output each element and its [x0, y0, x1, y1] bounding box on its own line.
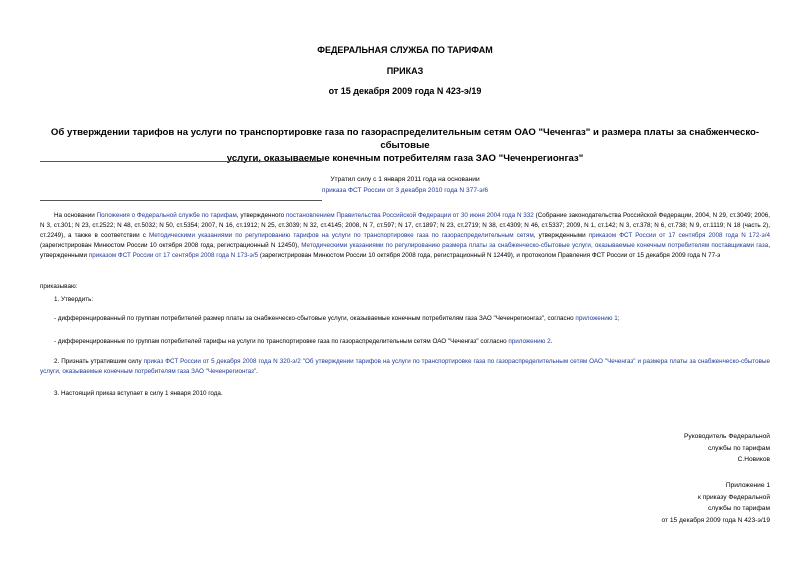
link-order-173[interactable]: приказом ФСТ России от 17 сентября 2008 года N 173-э/5 — [88, 252, 259, 259]
item-1b — [40, 337, 770, 347]
link-order-320[interactable]: приказ ФСТ России от 5 декабря 2008 года N 320-э/2 "Об утверждении тарифов на услуги по транспортировке газа по газораспределительным сетям ОАО "Чеченгаз" и размера платы за снабженческо-сбытовые услуги, оказываемые конечным потребителям газа ЗАО "Чеченрегионгаз" — [40, 358, 770, 375]
item-1a — [40, 314, 770, 324]
link-order-172[interactable]: приказом ФСТ России от 17 сентября 2008 года N 172-э/4 — [588, 232, 770, 239]
prikazyvayu: приказываю: — [40, 283, 78, 290]
appendix-line-3: службы по тарифам — [707, 505, 770, 512]
link-methodical-transport[interactable]: Методическими указаниями по регулированию тарифов на услуги по транспортировке газа по газораспределительным сетям — [148, 232, 534, 239]
preamble-text-4: , утвержденными — [533, 232, 589, 239]
preamble-text-2: , утвержденного — [236, 212, 286, 219]
preamble-text-3: (Собрание законодательства Российской Федерации, 2004, N 29, ст.3049; 2006, N 3, ст.301; N 23, ст.2522; N 48, ст.5032; N 50, ст.5354; 2007, N 16, ст.1912; N 25, ст.3039; N 32, ст.4145; 2008, N 7, ст.597; N 17, ст.1897; N 23, ст.2719; N 38, ст.4309; N 46, ст.5337; 2009, N 1, ст.142; N 3, ст.378; N 6, ст.738; N 9, ст.1119; N 18 (часть 2), ст.2249), а также в соответствии с — [40, 212, 770, 239]
link-appendix-1[interactable]: приложению 1 — [575, 315, 618, 322]
item-1a-end: ; — [617, 315, 620, 322]
link-government-resolution[interactable]: постановлением Правительства Российской Федерации от 30 июня 2004 года N 332 — [285, 212, 534, 219]
item-1b-end: . — [550, 338, 553, 345]
link-appendix-2[interactable]: приложению 2 — [508, 338, 551, 345]
signature-line-2: службы по тарифам — [707, 444, 770, 452]
link-methodical-supply[interactable]: Методическими указаниями по регулированию размера платы за снабженческо-сбытовые услуги, оказываемые конечным потребителям поставщиками газа — [301, 242, 769, 249]
doc-heading-line2: услуги, оказываемые конечным потребителям газа ЗАО "Чеченрегионгаз" — [226, 153, 584, 164]
preamble-text-6: , утвержденными — [40, 242, 770, 259]
item-1: 1. Утвердить: — [54, 296, 94, 303]
appendix-line-1: Приложение 1 — [725, 482, 770, 489]
appendix-line-4: от 15 декабря 2009 года N 423-э/19 — [661, 516, 770, 524]
link-regulation-fst[interactable]: Положения о Федеральной службе по тарифам — [96, 212, 237, 219]
status-note-text: Утратил силу с 1 января 2011 года на основании — [330, 176, 480, 183]
item-2-end: . — [256, 368, 258, 375]
item-1b-text: - дифференцированные по группам потребителей тарифы на услуги по транспортировке газа по газораспределительным сетям ОАО "Чеченгаз" согласно — [54, 338, 509, 345]
preamble-text-5: (зарегистрирован Минюстом России 10 октября 2008 года, регистрационный N 12450), — [40, 242, 302, 249]
signature-name: С.Новиков — [737, 456, 770, 463]
item-1a-text: - дифференцированный по группам потребителей размер платы за снабженческо-сбытовые услуги, оказываемые конечным потребителям газа ЗАО "Чеченрегионгаз", согласно — [54, 315, 576, 322]
signature-block — [684, 431, 770, 466]
appendix-block — [662, 480, 770, 526]
preamble-text-7: (зарегистрирован Минюстом России 10 октября 2008 года, регистрационный N 12449), и протоколом Правления ФСТ России от 15 декабря 2009 года N 77-э — [258, 252, 721, 259]
item-2-text: 2. Признать утратившим силу — [54, 358, 144, 365]
doc-date-number: от 15 декабря 2009 года N 423-э/19 — [328, 86, 482, 96]
doc-heading — [40, 126, 770, 165]
item-2 — [40, 357, 770, 377]
status-note-link[interactable]: приказа ФСТ России от 3 декабря 2010 года N 377-э/6 — [321, 187, 489, 194]
item-3: 3. Настоящий приказ вступает в силу 1 января 2010 года. — [54, 390, 223, 397]
appendix-line-2: к приказу Федеральной — [698, 493, 770, 501]
doc-heading-line1: Об утверждении тарифов на услуги по транспортировке газа по газораспределительным сетям ОАО "Чеченгаз" и размера платы за снабженческо-сбытовые — [50, 127, 760, 151]
divider-top — [40, 161, 322, 162]
preamble-paragraph — [40, 211, 770, 261]
doc-type: ПРИКАЗ — [386, 66, 424, 76]
status-note — [40, 174, 770, 196]
signature-line-1: Руководитель Федеральной — [684, 433, 770, 440]
divider-bottom — [40, 200, 322, 201]
preamble-text-1: На основании — [54, 212, 97, 219]
agency-title: ФЕДЕРАЛЬНАЯ СЛУЖБА ПО ТАРИФАМ — [317, 45, 493, 55]
